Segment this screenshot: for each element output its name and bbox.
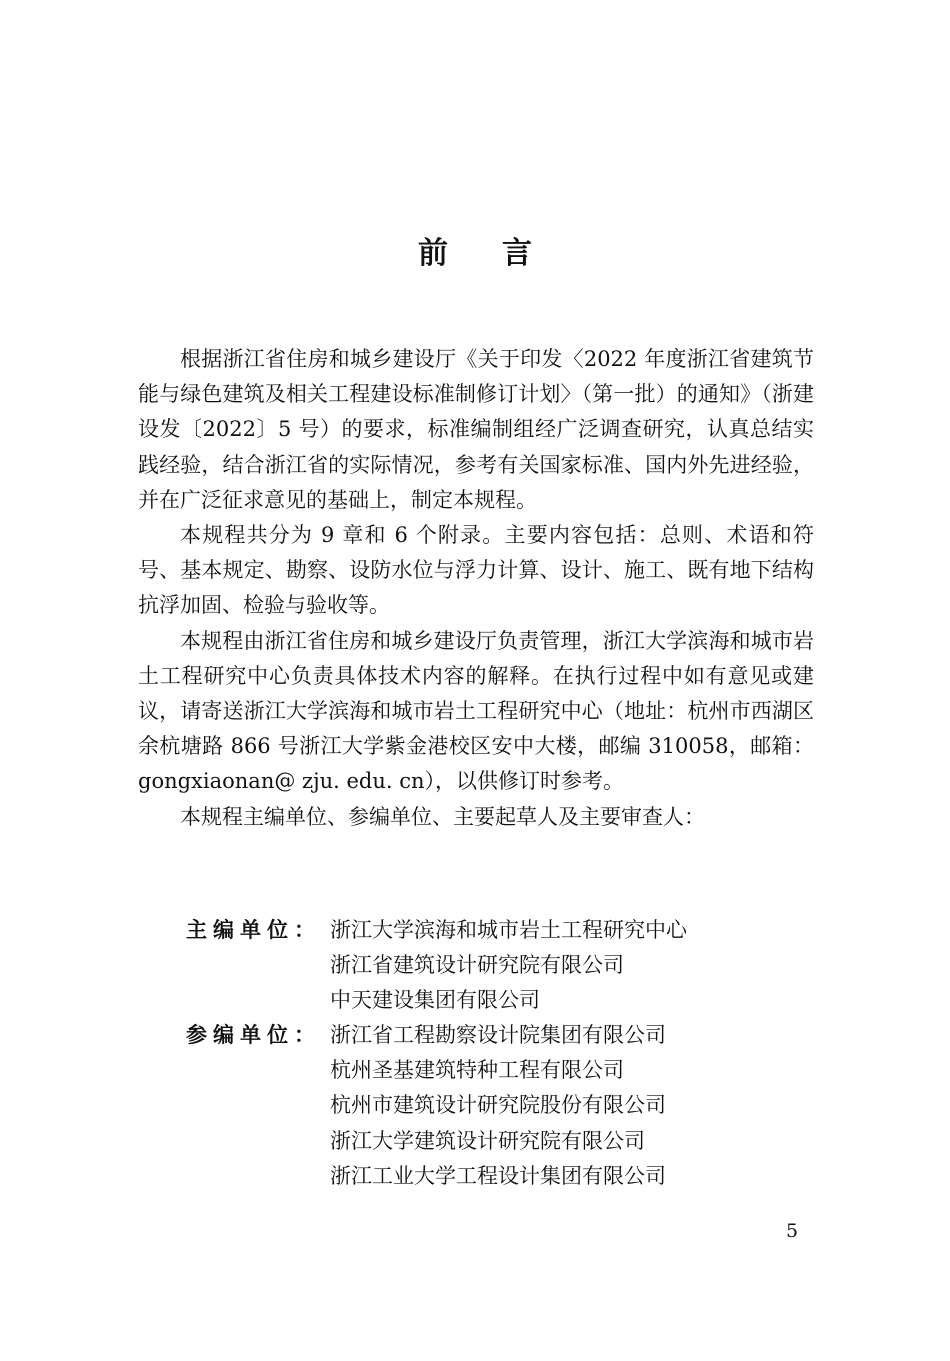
list-item: 中天建设集团有限公司 — [330, 988, 540, 1013]
list-item: 浙江大学滨海和城市岩土工程研究中心 — [330, 918, 687, 942]
list-item: 浙江大学建筑设计研究院有限公司 — [330, 1128, 645, 1153]
list-item: 浙江省建筑设计研究院有限公司 — [330, 953, 624, 978]
chief-units-list — [330, 913, 687, 1019]
participating-units-list — [330, 1018, 666, 1194]
preface-body — [138, 342, 814, 835]
list-item: 浙江工业大学工程设计集团有限公司 — [330, 1163, 666, 1188]
list-item: 杭州圣基建筑特种工程有限公司 — [330, 1058, 624, 1083]
chief-units-block — [186, 913, 687, 1019]
participating-units-block — [186, 1018, 666, 1194]
list-item: 浙江省工程勘察设计院集团有限公司 — [330, 1023, 666, 1047]
list-item: 杭州市建筑设计研究院股份有限公司 — [330, 1093, 666, 1118]
page-number: 5 — [786, 1220, 799, 1242]
paragraph-contents: 本规程共分为 9 章和 6 个附录。主要内容包括：总则、术语和符号、基本规定、勘察、设防水位与浮力计算、设计、施工、既有地下结构抗浮加固、检验与验收等。 — [138, 523, 814, 618]
paragraph-units-intro: 本规程主编单位、参编单位、主要起草人及主要审查人： — [180, 804, 705, 829]
page-title: 前言 — [418, 236, 586, 271]
paragraph-management: 本规程由浙江省住房和城乡建设厅负责管理，浙江大学滨海和城市岩土工程研究中心负责具体技术内容的解释。在执行过程中如有意见或建议，请寄送浙江大学滨海和城市岩土工程研究中心（地址：杭州市西湖区余杭塘路 866 号浙江大学紫金港校区安中大楼，邮编 310058，邮箱：gongxiaonan@ zju. edu. cn），以供修订时参考。 — [138, 628, 814, 794]
participating-units-label: 参编单位： — [186, 1023, 321, 1047]
chief-units-label: 主编单位： — [186, 918, 321, 942]
paragraph-basis: 根据浙江省住房和城乡建设厅《关于印发〈2022 年度浙江省建筑节能与绿色建筑及相关工程建设标准制修订计划〉（第一批）的通知》（浙建设发〔2022〕5 号）的要求，标准编制组经广泛调查研究，认真总结实践经验，结合浙江省的实际情况，参考有关国家标准、国内外先进经验，并在广泛征求意见的基础上，制定本规程。 — [138, 347, 814, 512]
